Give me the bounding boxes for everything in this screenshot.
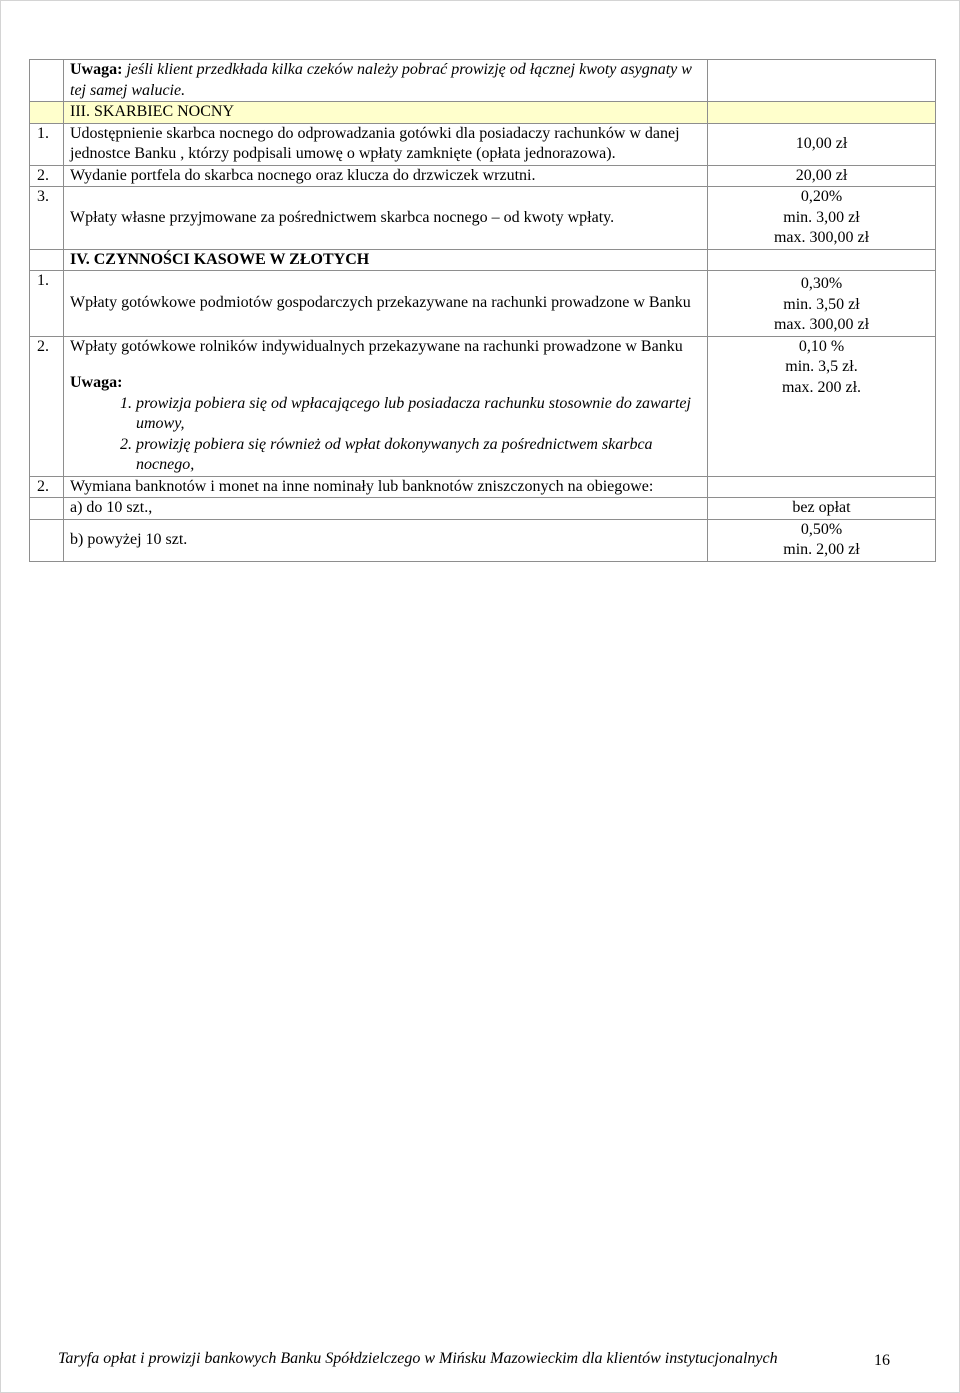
fee-rate: 0,30%: [800, 275, 843, 292]
fee-min: min. 3,5 zł.: [785, 358, 858, 375]
row-description-text: Wpłaty gotówkowe rolników indywidualnych przekazywane na rachunki prowadzone w Banku: [70, 337, 683, 355]
section4-note: [70, 373, 701, 476]
fee-max: max. 300,00 zł: [773, 316, 870, 333]
row-description: Wpłaty gotówkowe podmiotów gospodarczych przekazywane na rachunki prowadzone w Banku: [64, 271, 708, 337]
note-top-text: jeśli klient przedkłada kilka czeków należy pobrać prowizję od łącznej kwoty asygnaty w tej samej walucie.: [70, 61, 692, 99]
note-top-row: [30, 60, 936, 102]
row-description: Wydanie portfela do skarbca nocnego oraz klucza do drzwiczek wrzutni.: [64, 165, 708, 187]
note-top-label: Uwaga:: [70, 61, 123, 78]
row-number: 2.: [30, 476, 64, 498]
fee-rate: 0,10 %: [798, 337, 845, 355]
row-description: Wpłaty własne przyjmowane za pośrednictwem skarbca nocnego – od kwoty wpłaty.: [64, 187, 708, 250]
fee-min: min. 3,00 zł: [783, 208, 860, 226]
section4-title: IV. CZYNNOŚCI KASOWE W ZŁOTYCH: [64, 249, 708, 271]
footer-text: Taryfa opłat i prowizji bankowych Banku Spółdzielczego w Mińsku Mazowieckim dla klientów instytucjonalnych: [58, 1350, 778, 1367]
fee-max: max. 200 zł.: [781, 378, 862, 396]
fee-rate: 0,50%: [800, 520, 843, 538]
page-number: 16: [874, 1352, 890, 1369]
section4-header-row: [30, 249, 936, 271]
section3-title: III. SKARBIEC NOCNY: [64, 102, 708, 124]
fee-min: min. 3,50 zł: [783, 295, 860, 313]
note-item: 1. prowizja pobiera się od wpłacającego lub posiadacza rachunku stosownie do zawartej umowy,: [136, 394, 701, 435]
row-fee: 20,00 zł: [708, 165, 936, 187]
row-fee: 10,00 zł: [708, 123, 936, 165]
fee-max: max. 300,00 zł: [773, 229, 870, 246]
table-row: [30, 271, 936, 337]
row-number: 2.: [30, 165, 64, 187]
exchange-option-label: b) powyżej 10 szt.: [64, 519, 708, 561]
table-row: [30, 519, 936, 561]
exchange-option-fee: [708, 519, 936, 561]
page-footer: [58, 1350, 908, 1368]
table-row: [30, 476, 936, 498]
table-row: [30, 165, 936, 187]
table-row: [30, 336, 936, 476]
row-number: 2.: [30, 336, 64, 476]
note-top: [64, 60, 708, 102]
section3-header-row: [30, 102, 936, 124]
row-description: Udostępnienie skarbca nocnego do odprowadzania gotówki dla posiadaczy rachunków w danej jednostce Banku , którzy podpisali umowę o wpłaty zamknięte (opłata jednorazowa).: [64, 123, 708, 165]
fee-rate: 0,20%: [800, 188, 843, 205]
table-row: [30, 123, 936, 165]
fee-table: [29, 59, 936, 562]
row-fee: [708, 271, 936, 337]
row-number: 1.: [30, 123, 64, 165]
exchange-option-fee: bez opłat: [708, 498, 936, 520]
row-fee: [708, 187, 936, 250]
table-row: [30, 498, 936, 520]
table-row: [30, 187, 936, 250]
row-fee: [708, 336, 936, 476]
row-number: 1.: [30, 271, 64, 337]
row-description: [64, 336, 708, 476]
exchange-option-label: a) do 10 szt.,: [64, 498, 708, 520]
fee-min: min. 2,00 zł: [783, 541, 860, 558]
note-item: 2. prowizję pobiera się również od wpłat dokonywanych za pośrednictwem skarbca nocnego,: [136, 435, 701, 476]
note-label: Uwaga:: [70, 374, 123, 391]
row-number: 3.: [30, 187, 64, 250]
row-description: Wymiana banknotów i monet na inne nominały lub banknotów zniszczonych na obiegowe:: [64, 476, 708, 498]
